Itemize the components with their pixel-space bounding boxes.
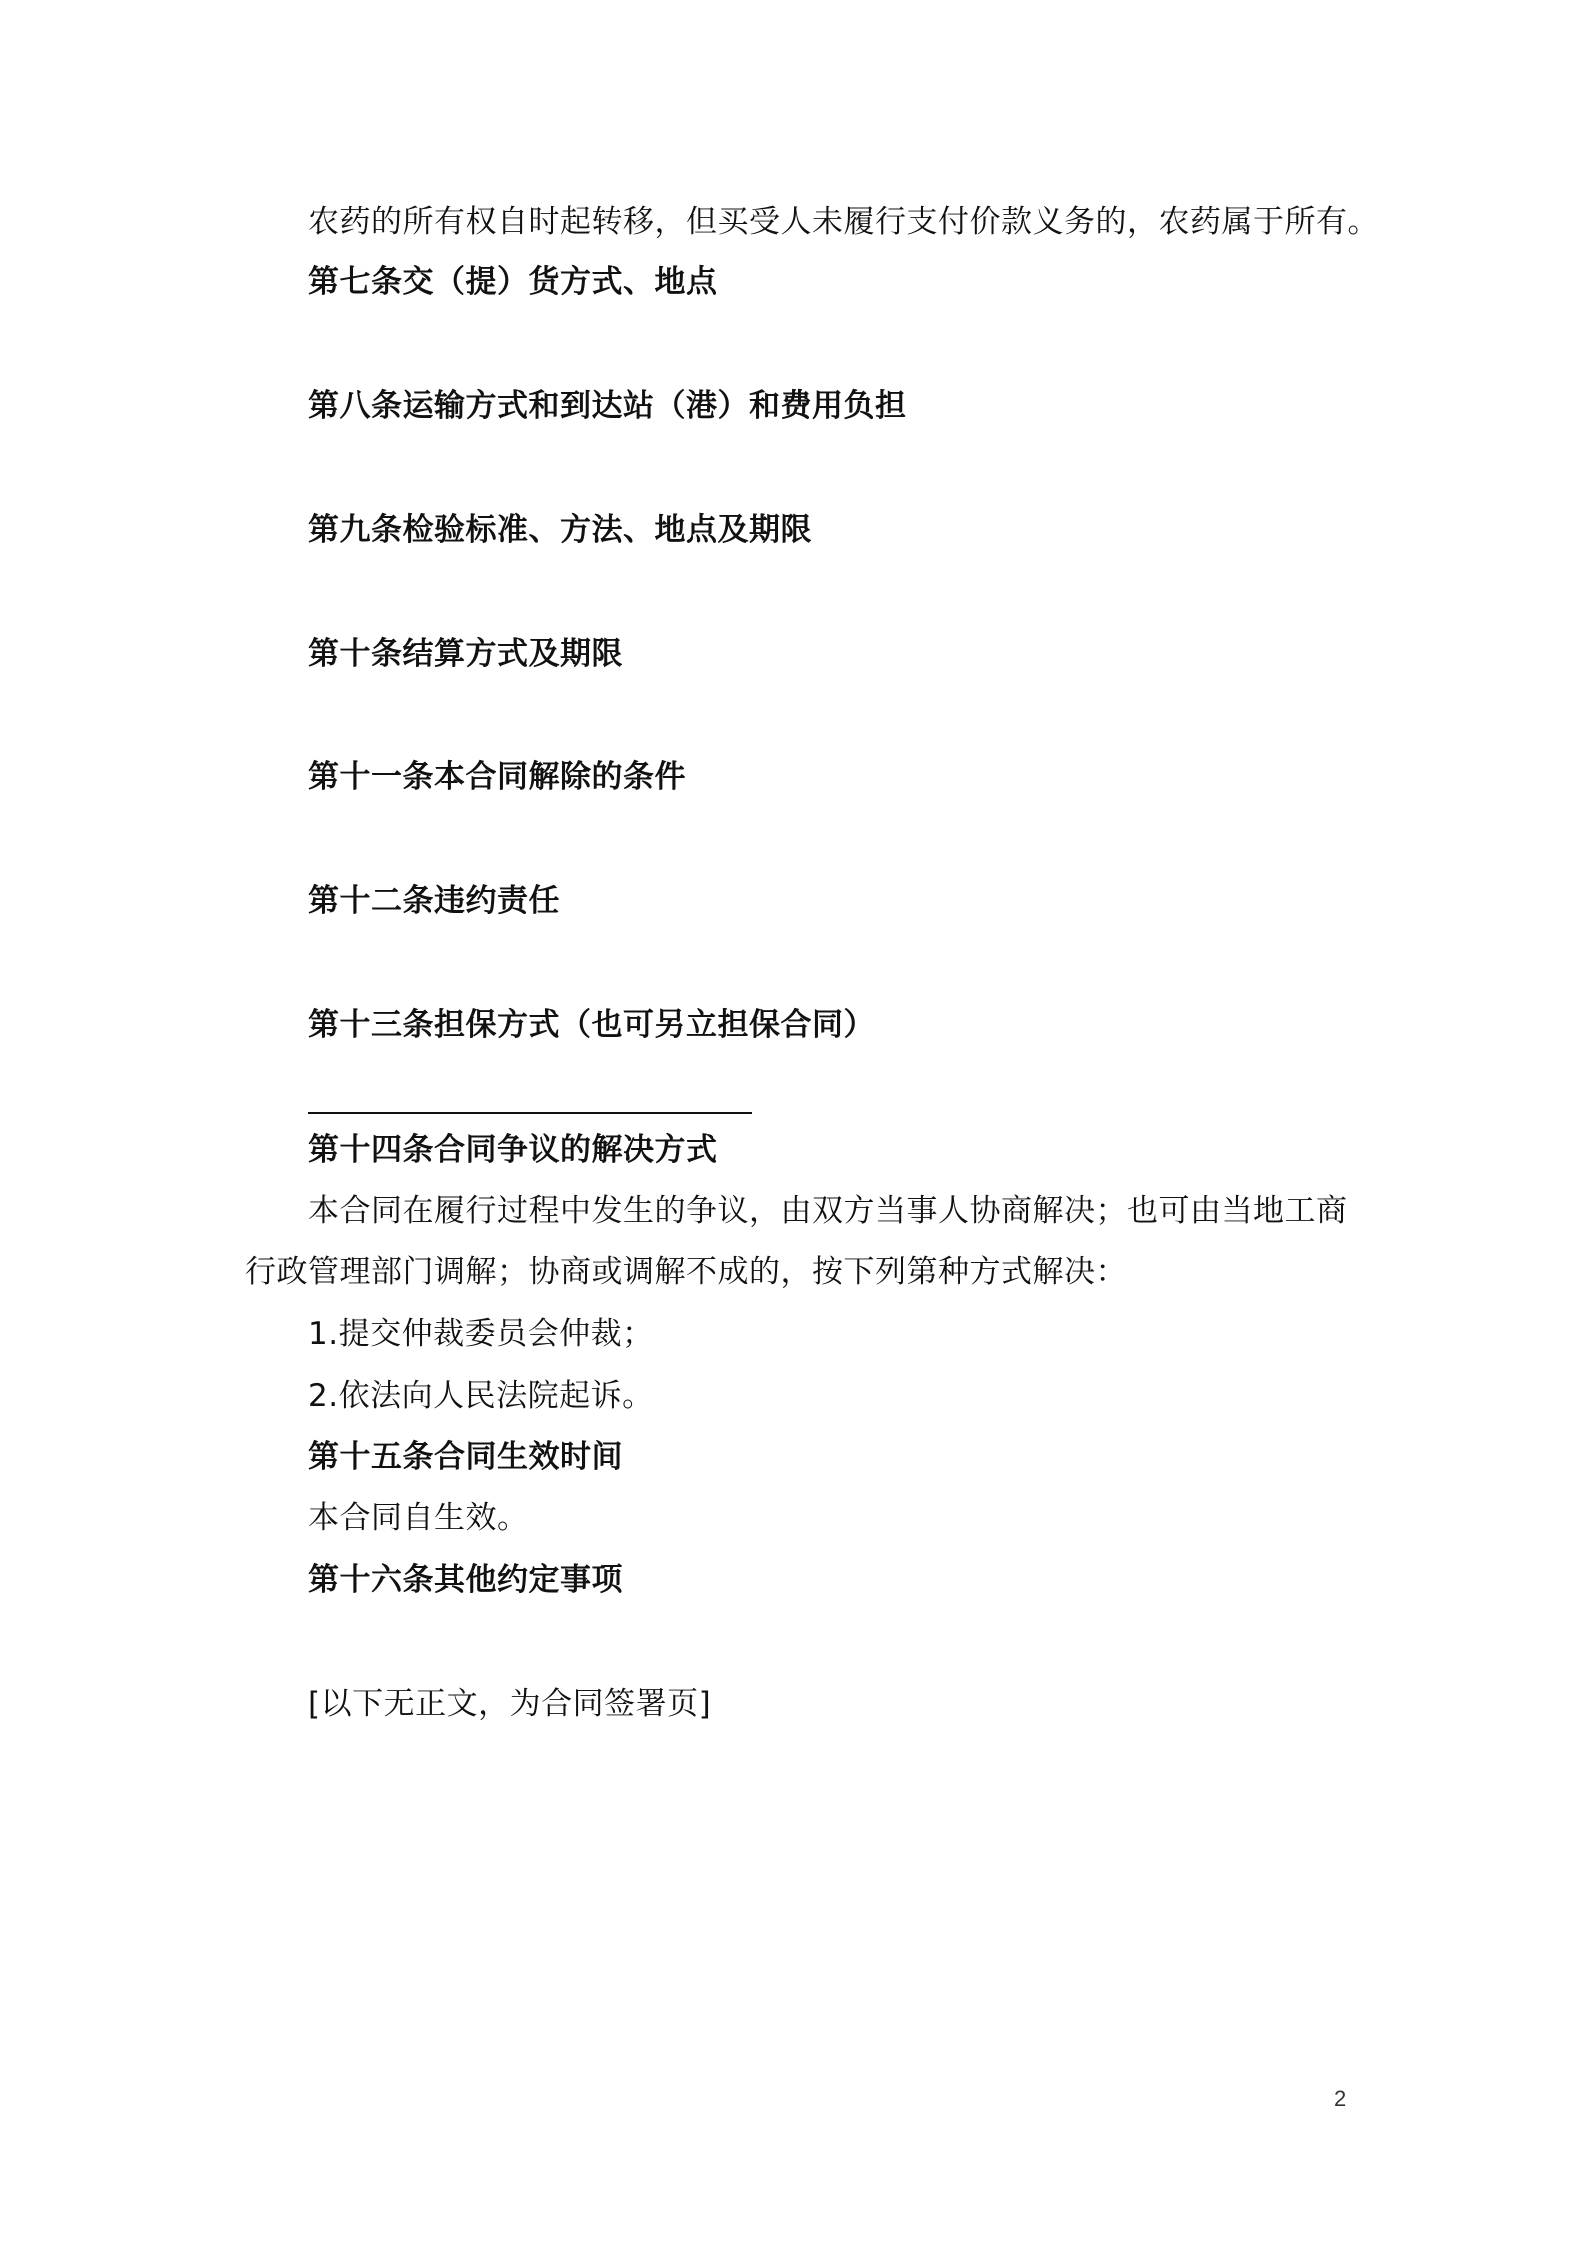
article-15-heading: 第十五条合同生效时间: [308, 1439, 623, 1475]
article-9-heading: 第九条检验标准、方法、地点及期限: [308, 512, 812, 548]
article-11-heading: 第十一条本合同解除的条件: [308, 759, 686, 795]
option-court: 2.依法向人民法院起诉。: [308, 1378, 654, 1414]
effective-date-text: 本合同自生效。: [308, 1500, 529, 1536]
option-arbitration: 1.提交仲裁委员会仲裁；: [308, 1316, 654, 1352]
article-7-heading: 第七条交（提）货方式、地点: [308, 264, 718, 300]
article-12-heading: 第十二条违约责任: [308, 883, 560, 919]
article-8-heading: 第八条运输方式和到达站（港）和费用负担: [308, 388, 907, 424]
end-of-text-note: [以下无正文，为合同签署页]: [308, 1686, 712, 1722]
article-10-heading: 第十条结算方式及期限: [308, 636, 623, 672]
article-14-heading: 第十四条合同争议的解决方式: [308, 1132, 718, 1168]
dispute-paragraph-line-1: 本合同在履行过程中发生的争议，由双方当事人协商解决；也可由当地工商: [308, 1193, 1348, 1229]
article-16-heading: 第十六条其他约定事项: [308, 1562, 623, 1598]
page-number: 2: [1334, 2086, 1347, 2111]
dispute-paragraph-line-2: 行政管理部门调解；协商或调解不成的，按下列第种方式解决：: [245, 1254, 1127, 1290]
blank-underline: [308, 1112, 752, 1114]
article-13-heading: 第十三条担保方式（也可另立担保合同）: [308, 1007, 875, 1043]
ownership-transfer-text: 农药的所有权自时起转移，但买受人未履行支付价款义务的，农药属于所有。: [308, 204, 1379, 240]
